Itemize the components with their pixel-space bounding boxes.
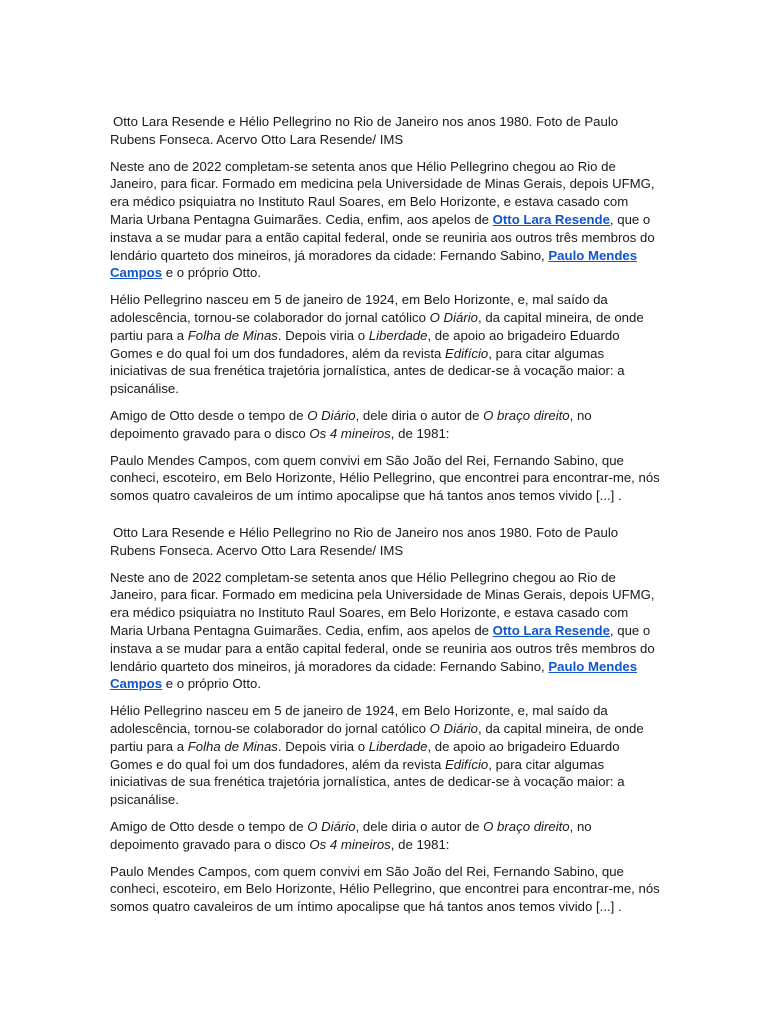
photo-caption: Otto Lara Resende e Hélio Pellegrino no Rio de Janeiro nos anos 1980. Foto de Paulo Rubens Fonseca. Acervo Otto Lara Resende/ IMS — [110, 114, 619, 147]
paragraph-text: , para citar algumas iniciativas de sua frenética trajetória jornalística, antes de dedicar-se à vocação maior: a psicanálise. — [110, 756, 625, 808]
quote-paragraph: Paulo Mendes Campos, com quem convivi em São João del Rei, Fernando Sabino, que conheci, escoteiro, em Belo Horizonte, Hélio Pellegrino, que encontrei para encontrar-me, nós somos quatro cavaleiros de um íntimo apocalipse que há tantos anos temos vivido [...] . — [110, 863, 660, 915]
publication-title: O Diário — [307, 818, 356, 834]
paragraph-text: , no depoimento gravado para o disco — [110, 407, 592, 441]
publication-title: O Diário — [307, 407, 356, 423]
paragraph-testimony-intro — [110, 407, 662, 443]
photo-caption: Otto Lara Resende e Hélio Pellegrino no Rio de Janeiro nos anos 1980. Foto de Paulo Rubens Fonseca. Acervo Otto Lara Resende/ IMS — [110, 525, 619, 558]
paragraph-text: , da capital mineira, de onde partiu para a — [110, 309, 644, 343]
publication-title: O Diário — [429, 309, 478, 325]
article-block-1 — [110, 113, 662, 514]
paragraph-text: , que o instava a se mudar para a então capital federal, onde se reuniria aos outros três membros do lendário quarteto dos mineiros, já moradores da cidade: Fernando Sabino, — [110, 211, 655, 263]
link-paulo-mendes-campos[interactable]: Paulo Mendes Campos — [110, 658, 638, 692]
paragraph-text: Hélio Pellegrino nasceu em 5 de janeiro de 1924, em Belo Horizonte, e, mal saído da adolescência, tornou-se colaborador do jornal católico — [110, 703, 608, 736]
paragraph-text: , de apoio ao brigadeiro Eduardo Gomes e do qual foi um dos fundadores, além da revista — [110, 738, 620, 772]
paragraph-text: , de 1981: — [390, 836, 450, 852]
paragraph-text: Neste ano de 2022 completam-se setenta anos que Hélio Pellegrino chegou ao Rio de Janeiro, para ficar. Formado em medicina pela Universidade de Minas Gerais, depois UFMG, era médico psiquiatra no Instituto Raul Soares, em Belo Horizonte, e estava casado com Maria Urbana Pentagna Guimarães. Cedia, enfim, aos apelos de — [110, 569, 655, 638]
article-block-2 — [110, 524, 662, 925]
paragraph-text: . Depois viria o — [277, 327, 369, 343]
link-paulo-mendes-campos[interactable]: Paulo Mendes Campos — [110, 247, 638, 281]
publication-title: Folha de Minas — [187, 738, 278, 754]
paragraph-text: , para citar algumas iniciativas de sua frenética trajetória jornalística, antes de dedicar-se à vocação maior: a psicanálise. — [110, 345, 625, 397]
paragraph-text: Neste ano de 2022 completam-se setenta anos que Hélio Pellegrino chegou ao Rio de Janeiro, para ficar. Formado em medicina pela Universidade de Minas Gerais, depois UFMG, era médico psiquiatra no Instituto Raul Soares, em Belo Horizonte, e estava casado com Maria Urbana Pentagna Guimarães. Cedia, enfim, aos apelos de — [110, 158, 655, 227]
link-otto-lara-resende[interactable]: Otto Lara Resende — [492, 211, 610, 227]
quote-paragraph: Paulo Mendes Campos, com quem convivi em São João del Rei, Fernando Sabino, que conheci, escoteiro, em Belo Horizonte, Hélio Pellegrino, que encontrei para encontrar-me, nós somos quatro cavaleiros de um íntimo apocalipse que há tantos anos temos vivido [...] . — [110, 452, 660, 504]
paragraph-text: , da capital mineira, de onde partiu para a — [110, 720, 644, 754]
book-title: O braço direito — [483, 407, 570, 423]
album-title: Os 4 mineiros — [309, 836, 391, 852]
paragraph-text: Amigo de Otto desde o tempo de — [110, 407, 308, 423]
link-otto-lara-resende[interactable]: Otto Lara Resende — [492, 622, 610, 638]
publication-title: Edifício — [445, 345, 489, 361]
paragraph-text: . Depois viria o — [277, 738, 369, 754]
paragraph-text: e o próprio Otto. — [162, 265, 261, 281]
paragraph-arrival — [110, 158, 662, 283]
paragraph-text: Amigo de Otto desde o tempo de — [110, 818, 308, 834]
paragraph-text: Hélio Pellegrino nasceu em 5 de janeiro de 1924, em Belo Horizonte, e, mal saído da adolescência, tornou-se colaborador do jornal católico — [110, 292, 608, 325]
paragraph-biography — [110, 291, 662, 398]
paragraph-text: , de 1981: — [390, 425, 450, 441]
paragraph-text: , dele diria o autor de — [355, 818, 484, 834]
paragraph-text: , de apoio ao brigadeiro Eduardo Gomes e do qual foi um dos fundadores, além da revista — [110, 327, 620, 361]
publication-title: Edifício — [445, 756, 489, 772]
book-title: O braço direito — [483, 818, 570, 834]
paragraph-text: , dele diria o autor de — [355, 407, 484, 423]
paragraph-text: , que o instava a se mudar para a então capital federal, onde se reuniria aos outros três membros do lendário quarteto dos mineiros, já moradores da cidade: Fernando Sabino, — [110, 622, 655, 674]
paragraph-text: , no depoimento gravado para o disco — [110, 818, 592, 852]
paragraph-arrival — [110, 569, 662, 694]
publication-title: Folha de Minas — [187, 327, 278, 343]
publication-title: Liberdade — [368, 327, 428, 343]
paragraph-biography — [110, 702, 662, 809]
paragraph-testimony-intro — [110, 818, 662, 854]
publication-title: O Diário — [429, 720, 478, 736]
publication-title: Liberdade — [368, 738, 428, 754]
album-title: Os 4 mineiros — [309, 425, 391, 441]
paragraph-text: e o próprio Otto. — [162, 676, 261, 692]
